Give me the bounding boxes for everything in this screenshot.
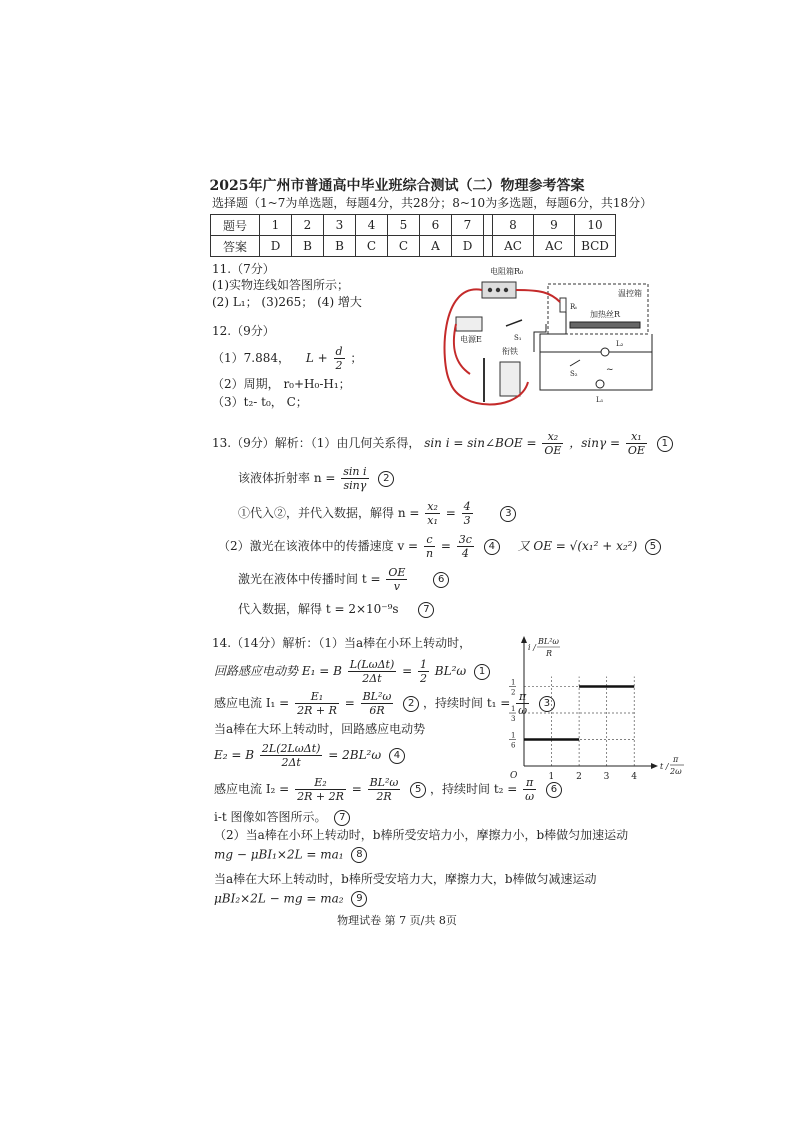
table-row xyxy=(211,236,616,257)
fraction: $\frac{3c}{4}$ xyxy=(458,533,472,560)
y-axis-arrow xyxy=(521,636,527,643)
x-tick-label: 2 xyxy=(576,772,582,782)
step-marker: 5 xyxy=(410,782,426,798)
fraction: $\frac{\text{x₁}}{OE}$ xyxy=(627,430,645,457)
q13-text: （2）激光在该液体中的传播速度 v = xyxy=(218,539,419,553)
fraction: $\frac{4}{3}$ xyxy=(463,500,471,527)
q14-line1: 14.（14分）解析：（1）当a棒在小环上转动时， xyxy=(212,636,472,650)
fraction: $\frac{\text{BL²ω}}{6R}$ xyxy=(362,690,392,717)
q14-line8: （2）当a棒在小环上转动时，b棒所受安培力小，摩擦力小，b棒做匀加速运动 xyxy=(214,828,629,842)
q14-line10: 当a棒在大环上转动时，b棒所受安培力大，摩擦力大，b棒做匀减速运动 xyxy=(214,872,597,886)
table-cell: 6 xyxy=(420,215,452,236)
heater-shape xyxy=(570,322,640,328)
step-marker: 9 xyxy=(351,891,367,907)
step-marker: 7 xyxy=(418,602,434,618)
temp-box-label: 温控箱 xyxy=(618,289,642,298)
y-axis-label: i / xyxy=(528,643,536,652)
step-marker: 1 xyxy=(474,664,490,680)
step-marker: 6 xyxy=(546,782,562,798)
table-cell: D xyxy=(452,236,484,257)
origin-label: O xyxy=(510,771,518,781)
power-shape xyxy=(456,317,482,331)
y-tick-label: 1 xyxy=(511,731,516,740)
x-axis-label: π xyxy=(673,755,679,764)
q12-line1 xyxy=(212,345,362,372)
table-cell: A xyxy=(420,236,452,257)
fraction: $\frac{\text{sin i}}{\sin\gamma}$ xyxy=(343,465,367,492)
l1-label: L₁ xyxy=(596,396,604,404)
lamp-l1 xyxy=(596,380,604,388)
q14-line2 xyxy=(214,658,490,685)
q13-expr: sin i = sin∠BOE = xyxy=(424,436,537,450)
fraction: $\frac{\text{BL²ω}}{2R}$ xyxy=(369,776,399,803)
y-axis-label: R xyxy=(546,649,553,658)
table-cell: 8 xyxy=(493,215,534,236)
step-marker: 6 xyxy=(433,572,449,588)
q14-text: ，持续时间 t₁ = xyxy=(423,696,511,710)
i-t-chart xyxy=(496,630,682,782)
page-title: 2025年广州市普通高中毕业班综合测试（二）物理参考答案 xyxy=(209,178,585,194)
step-marker: 4 xyxy=(484,539,500,555)
q11-head: 11.（7分） xyxy=(212,262,275,276)
fraction: $\frac{c}{n}$ xyxy=(425,533,434,560)
q14-line9 xyxy=(214,847,367,863)
x-tick-label: 3 xyxy=(603,772,610,782)
q12-line3: （3）t₂- t₀， C； xyxy=(212,395,308,409)
q12-expr: L + xyxy=(305,351,328,365)
q14-eq: = xyxy=(351,782,362,796)
core-label: 衔铁 xyxy=(502,347,518,356)
y-tick-label: 3 xyxy=(511,715,516,724)
l2-label: L₂ xyxy=(616,340,624,348)
q13-line3 xyxy=(238,500,516,527)
q13-text: 代入数据，解得 t = 2×10⁻⁹s xyxy=(238,602,399,616)
q14-line5 xyxy=(214,742,405,769)
q14-text: E₂ = B xyxy=(214,748,255,762)
table-cell: B xyxy=(324,236,356,257)
q14-text: ，持续时间 t₂ = xyxy=(430,782,518,796)
q13-line4 xyxy=(218,533,661,560)
y-tick-label: 1 xyxy=(511,678,516,687)
table-cell: 5 xyxy=(388,215,420,236)
x-axis-arrow xyxy=(651,763,658,769)
table-cell: C xyxy=(388,236,420,257)
step-marker: 3 xyxy=(539,696,555,712)
x-axis-label: t / xyxy=(660,762,669,771)
q12-line2: （2）周期， r₀+H₀-H₁； xyxy=(212,377,351,391)
table-cell: 10 xyxy=(575,215,616,236)
chart-axes xyxy=(521,636,658,769)
table-cell: 3 xyxy=(324,215,356,236)
q13-expr2: ，sinγ = xyxy=(569,436,621,450)
step-marker: 4 xyxy=(389,748,405,764)
page-footer: 物理试卷 第 7 页/共 8页 xyxy=(337,914,457,927)
q14-eq-text: mg − μBI₁×2L = ma₁ xyxy=(214,847,344,862)
table-cell: AC xyxy=(493,236,534,257)
s1-label: S₁ xyxy=(514,334,522,342)
step-marker: 8 xyxy=(351,847,367,863)
fraction: $\frac{\pi}{\omega}$ xyxy=(525,776,535,803)
table-gap xyxy=(484,236,493,257)
q14-eq-text: μBI₂×2L − mg = ma₂ xyxy=(214,891,344,906)
fraction: $\frac{\text{E₁}}{2R + R}$ xyxy=(297,690,337,717)
x-tick-label: 1 xyxy=(548,772,555,782)
step-marker: 3 xyxy=(500,506,516,522)
relay-coil xyxy=(500,362,520,396)
fraction: $\frac{\text{E₂}}{2R + 2R}$ xyxy=(297,776,344,803)
table-cell: D xyxy=(260,236,292,257)
q13-text: 激光在液体中传播时间 t = xyxy=(238,572,381,586)
q12-fraction: $\frac{d}{2}$ xyxy=(335,345,343,372)
q11-line1: (1)实物连线如答图所示； xyxy=(212,278,349,292)
q14-eq: = xyxy=(402,664,413,678)
circuit-diagram xyxy=(430,262,662,412)
q14-text: 回路感应电动势 E₁ = B xyxy=(214,664,342,678)
y-tick-label: 2 xyxy=(511,688,516,697)
q14-line4: 当a棒在大环上转动时，回路感应电动势 xyxy=(214,722,426,736)
choice-intro: 选择题（1~7为单选题，每题4分，共28分；8~10为多选题，每题6分，共18分） xyxy=(212,196,653,210)
rt-shape xyxy=(560,298,566,312)
power-label: 电源E xyxy=(460,335,482,344)
table-cell: C xyxy=(356,236,388,257)
q14-eq: = xyxy=(344,696,355,710)
x-tick-label: 4 xyxy=(631,772,637,782)
q13-eq: = xyxy=(440,539,451,553)
answer-table xyxy=(210,214,616,257)
table-cell: 9 xyxy=(534,215,575,236)
q11-line2: (2) L₁； (3)265； (4) 增大 xyxy=(212,295,362,309)
heater-label: 加热丝R xyxy=(590,310,621,319)
q14-text: i-t 图像如答图所示。 xyxy=(214,810,327,824)
s2-label: S₂ xyxy=(570,370,578,378)
q12-semicolon: ； xyxy=(350,351,363,365)
x-axis-label: 2ω xyxy=(670,767,682,776)
q12-answer-1: （1）7.884， xyxy=(212,351,290,365)
q13-text: ①代入②，并代入数据，解得 n = xyxy=(238,506,420,520)
table-cell: 1 xyxy=(260,215,292,236)
q14-text: 感应电流 I₁ = xyxy=(214,696,290,710)
step-marker: 2 xyxy=(378,471,394,487)
fraction: $\frac{\text{x₂}}{\text{x₁}}$ xyxy=(427,500,438,527)
lamp-l2 xyxy=(601,348,609,356)
q14-expr: = 2BL²ω xyxy=(328,748,382,762)
q14-text: 感应电流 I₂ = xyxy=(214,782,290,796)
q13-line1 xyxy=(212,430,673,457)
fraction: $\frac{\text{x₂}}{OE}$ xyxy=(544,430,562,457)
table-cell: BCD xyxy=(575,236,616,257)
rt-label: Rₜ xyxy=(570,303,577,311)
table-cell: 4 xyxy=(356,215,388,236)
chart-grid xyxy=(524,677,634,766)
red-wire xyxy=(516,290,560,302)
step-marker: 7 xyxy=(334,810,350,826)
fraction: $\frac{\pi}{\omega}$ xyxy=(518,690,528,717)
y-axis-label: BL²ω xyxy=(538,637,559,646)
table-cell: B xyxy=(292,236,324,257)
fraction: $\frac{\text{2L(2LωΔt)}}{2\Delta t}$ xyxy=(261,742,321,769)
chart-labels xyxy=(509,637,684,782)
y-tick-label: 6 xyxy=(511,741,516,750)
table-gap xyxy=(484,215,493,236)
q13-line2 xyxy=(238,465,394,492)
fraction: $\frac{\text{L(LωΔt)}}{2\Delta t}$ xyxy=(349,658,395,685)
table-cell: 答案 xyxy=(211,236,260,257)
resistor-box-label: 电阻箱R₀ xyxy=(490,267,524,276)
table-row xyxy=(211,215,616,236)
fraction: $\frac{OE}{v}$ xyxy=(388,566,406,593)
ac-label: ~ xyxy=(606,365,614,375)
step-marker: 1 xyxy=(657,436,673,452)
step-marker: 5 xyxy=(645,539,661,555)
q13-eq: = xyxy=(445,506,456,520)
table-cell: 题号 xyxy=(211,215,260,236)
q13-text: 该液体折射率 n = xyxy=(238,471,336,485)
table-cell: AC xyxy=(534,236,575,257)
q14-line7 xyxy=(214,808,350,826)
step-marker: 2 xyxy=(403,696,419,712)
q13-intro: 13.（9分）解析：（1）由几何关系得， xyxy=(212,436,421,450)
table-cell: 2 xyxy=(292,215,324,236)
q13-oe-expr: 又 OE = √(x₁² + x₂²) xyxy=(517,539,638,553)
q12-head: 12.（9分） xyxy=(212,324,275,338)
y-tick-label: 1 xyxy=(511,705,516,714)
fraction: $\frac{1}{2}$ xyxy=(419,658,427,685)
q14-line11 xyxy=(214,891,367,907)
q13-line5 xyxy=(238,566,449,593)
q13-line6 xyxy=(238,600,434,618)
q14-expr: BL²ω xyxy=(434,664,467,678)
table-cell: 7 xyxy=(452,215,484,236)
